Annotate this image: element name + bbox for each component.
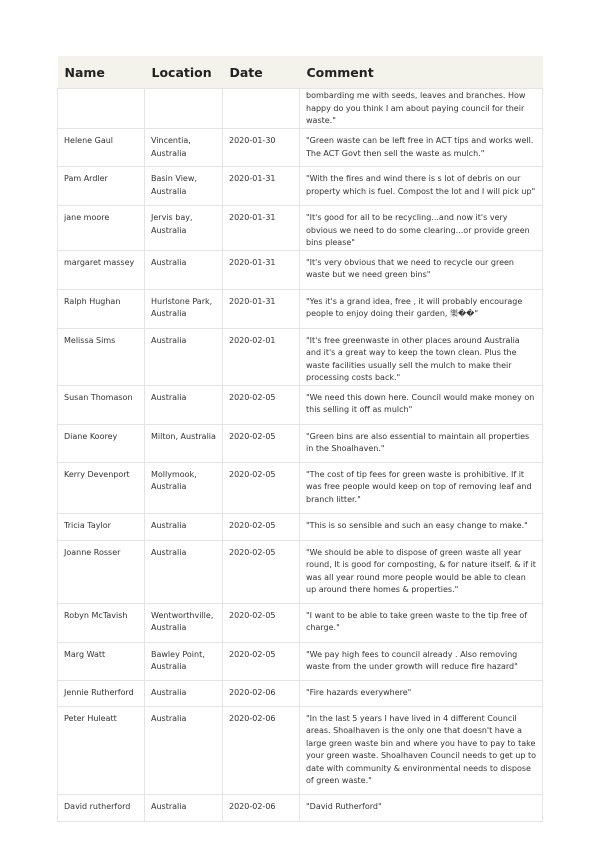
- cell-name: Pam Ardler: [58, 167, 145, 206]
- cell-location: Mollymook, Australia: [145, 462, 223, 513]
- cell-location: Australia: [145, 680, 223, 706]
- cell-location: Milton, Australia: [145, 424, 223, 462]
- cell-date: 2020-02-01: [223, 328, 300, 385]
- cell-date: 2020-01-31: [223, 167, 300, 206]
- cell-date: 2020-02-06: [223, 680, 300, 706]
- cell-name: Tricia Taylor: [58, 513, 145, 540]
- table-row: [58, 513, 543, 540]
- cell-comment: "The cost of tip fees for green waste is prohibitive. If it was free people would keep on top of removing leaf and branch litter.": [300, 462, 543, 513]
- cell-comment: "This is so sensible and such an easy change to make.": [300, 513, 543, 540]
- header-name: Name: [58, 56, 145, 89]
- cell-name: David rutherford: [58, 794, 145, 821]
- cell-date: 2020-02-05: [223, 642, 300, 680]
- table-row: [58, 540, 543, 603]
- cell-comment: "David Rutherford": [300, 794, 543, 821]
- cell-comment: "Fire hazards everywhere": [300, 680, 543, 706]
- table-row: [58, 129, 543, 167]
- cell-location: [145, 89, 223, 129]
- cell-location: Australia: [145, 513, 223, 540]
- cell-location: Basin View, Australia: [145, 167, 223, 206]
- header-comment: Comment: [300, 56, 543, 89]
- table-header: [58, 56, 543, 89]
- cell-name: Ralph Hughan: [58, 289, 145, 328]
- cell-comment: "Green bins are also essential to maintain all properties in the Shoalhaven.": [300, 424, 543, 462]
- cell-name: Marg Watt: [58, 642, 145, 680]
- cell-date: 2020-01-31: [223, 289, 300, 328]
- cell-comment: "With the fires and wind there is s lot of debris on our property which is fuel. Compost the lot and I will pick up": [300, 167, 543, 206]
- header-date: Date: [223, 56, 300, 89]
- cell-name: Helene Gaul: [58, 129, 145, 167]
- cell-location: Australia: [145, 328, 223, 385]
- cell-comment: "It's free greenwaste in other places around Australia and it's a great way to keep the town clean. Plus the waste facilities usually sell the mulch to make their processing costs back.": [300, 328, 543, 385]
- cell-comment: bombarding me with seeds, leaves and branches. How happy do you think I am about paying council for their waste.": [300, 89, 543, 129]
- cell-name: jane moore: [58, 206, 145, 251]
- cell-location: Hurlstone Park, Australia: [145, 289, 223, 328]
- table-row: [58, 706, 543, 794]
- cell-location: Australia: [145, 794, 223, 821]
- cell-location: Australia: [145, 385, 223, 424]
- cell-location: Bawley Point, Australia: [145, 642, 223, 680]
- cell-location: Vincentia, Australia: [145, 129, 223, 167]
- cell-location: Jervis bay, Australia: [145, 206, 223, 251]
- cell-name: Joanne Rosser: [58, 540, 145, 603]
- cell-date: 2020-02-05: [223, 513, 300, 540]
- cell-name: Kerry Devenport: [58, 462, 145, 513]
- table-row: [58, 289, 543, 328]
- signatures-table: [57, 56, 543, 822]
- cell-date: 2020-02-05: [223, 385, 300, 424]
- table-row: [58, 250, 543, 289]
- cell-date: 2020-02-05: [223, 462, 300, 513]
- table-row: [58, 794, 543, 821]
- cell-comment: "We need this down here. Council would make money on this selling it off as mulch": [300, 385, 543, 424]
- cell-name: Diane Koorey: [58, 424, 145, 462]
- cell-name: Susan Thomason: [58, 385, 145, 424]
- table-row: [58, 89, 543, 129]
- cell-comment: "It's very obvious that we need to recycle our green waste but we need green bins": [300, 250, 543, 289]
- header-location: Location: [145, 56, 223, 89]
- cell-comment: "We should be able to dispose of green waste all year round, It is good for composting, & for nature itself. & if it was all year round more people would be able to clean up around there homes & properties.": [300, 540, 543, 603]
- table-row: [58, 603, 543, 642]
- cell-comment: "Green waste can be left free in ACT tips and works well. The ACT Govt then sell the waste as mulch.": [300, 129, 543, 167]
- cell-comment: "In the last 5 years I have lived in 4 different Council areas. Shoalhaven is the only one that doesn't have a large green waste bin and where you have to pay to take your green waste. Shoalhaven Council needs to get up to date with community & environmental needs to dispose of green waste.": [300, 706, 543, 794]
- cell-date: 2020-02-06: [223, 794, 300, 821]
- cell-location: Wentworthville, Australia: [145, 603, 223, 642]
- table-row: [58, 385, 543, 424]
- table-row: [58, 424, 543, 462]
- cell-date: 2020-02-05: [223, 424, 300, 462]
- table-row: [58, 328, 543, 385]
- cell-name: [58, 89, 145, 129]
- table-row: [58, 206, 543, 251]
- cell-comment: "I want to be able to take green waste to the tip free of charge.": [300, 603, 543, 642]
- cell-date: [223, 89, 300, 129]
- cell-location: Australia: [145, 706, 223, 794]
- cell-name: Melissa Sims: [58, 328, 145, 385]
- cell-location: Australia: [145, 250, 223, 289]
- cell-date: 2020-02-06: [223, 706, 300, 794]
- table-row: [58, 680, 543, 706]
- cell-comment: "Yes it's a grand idea, free , it will probably encourage people to enjoy doing their garden, 樂��": [300, 289, 543, 328]
- cell-comment: "It's good for all to be recycling...and now it's very obvious we need to do some clearing...or provide green bins please": [300, 206, 543, 251]
- table-row: [58, 642, 543, 680]
- cell-date: 2020-01-30: [223, 129, 300, 167]
- table-row: [58, 462, 543, 513]
- cell-date: 2020-01-31: [223, 250, 300, 289]
- cell-name: Robyn McTavish: [58, 603, 145, 642]
- cell-name: margaret massey: [58, 250, 145, 289]
- cell-name: Jennie Rutherford: [58, 680, 145, 706]
- cell-date: 2020-02-05: [223, 540, 300, 603]
- cell-comment: "We pay high fees to council already . Also removing waste from the under growth will reduce fire hazard": [300, 642, 543, 680]
- cell-location: Australia: [145, 540, 223, 603]
- cell-name: Peter Huleatt: [58, 706, 145, 794]
- cell-date: 2020-01-31: [223, 206, 300, 251]
- cell-date: 2020-02-05: [223, 603, 300, 642]
- table-row: [58, 167, 543, 206]
